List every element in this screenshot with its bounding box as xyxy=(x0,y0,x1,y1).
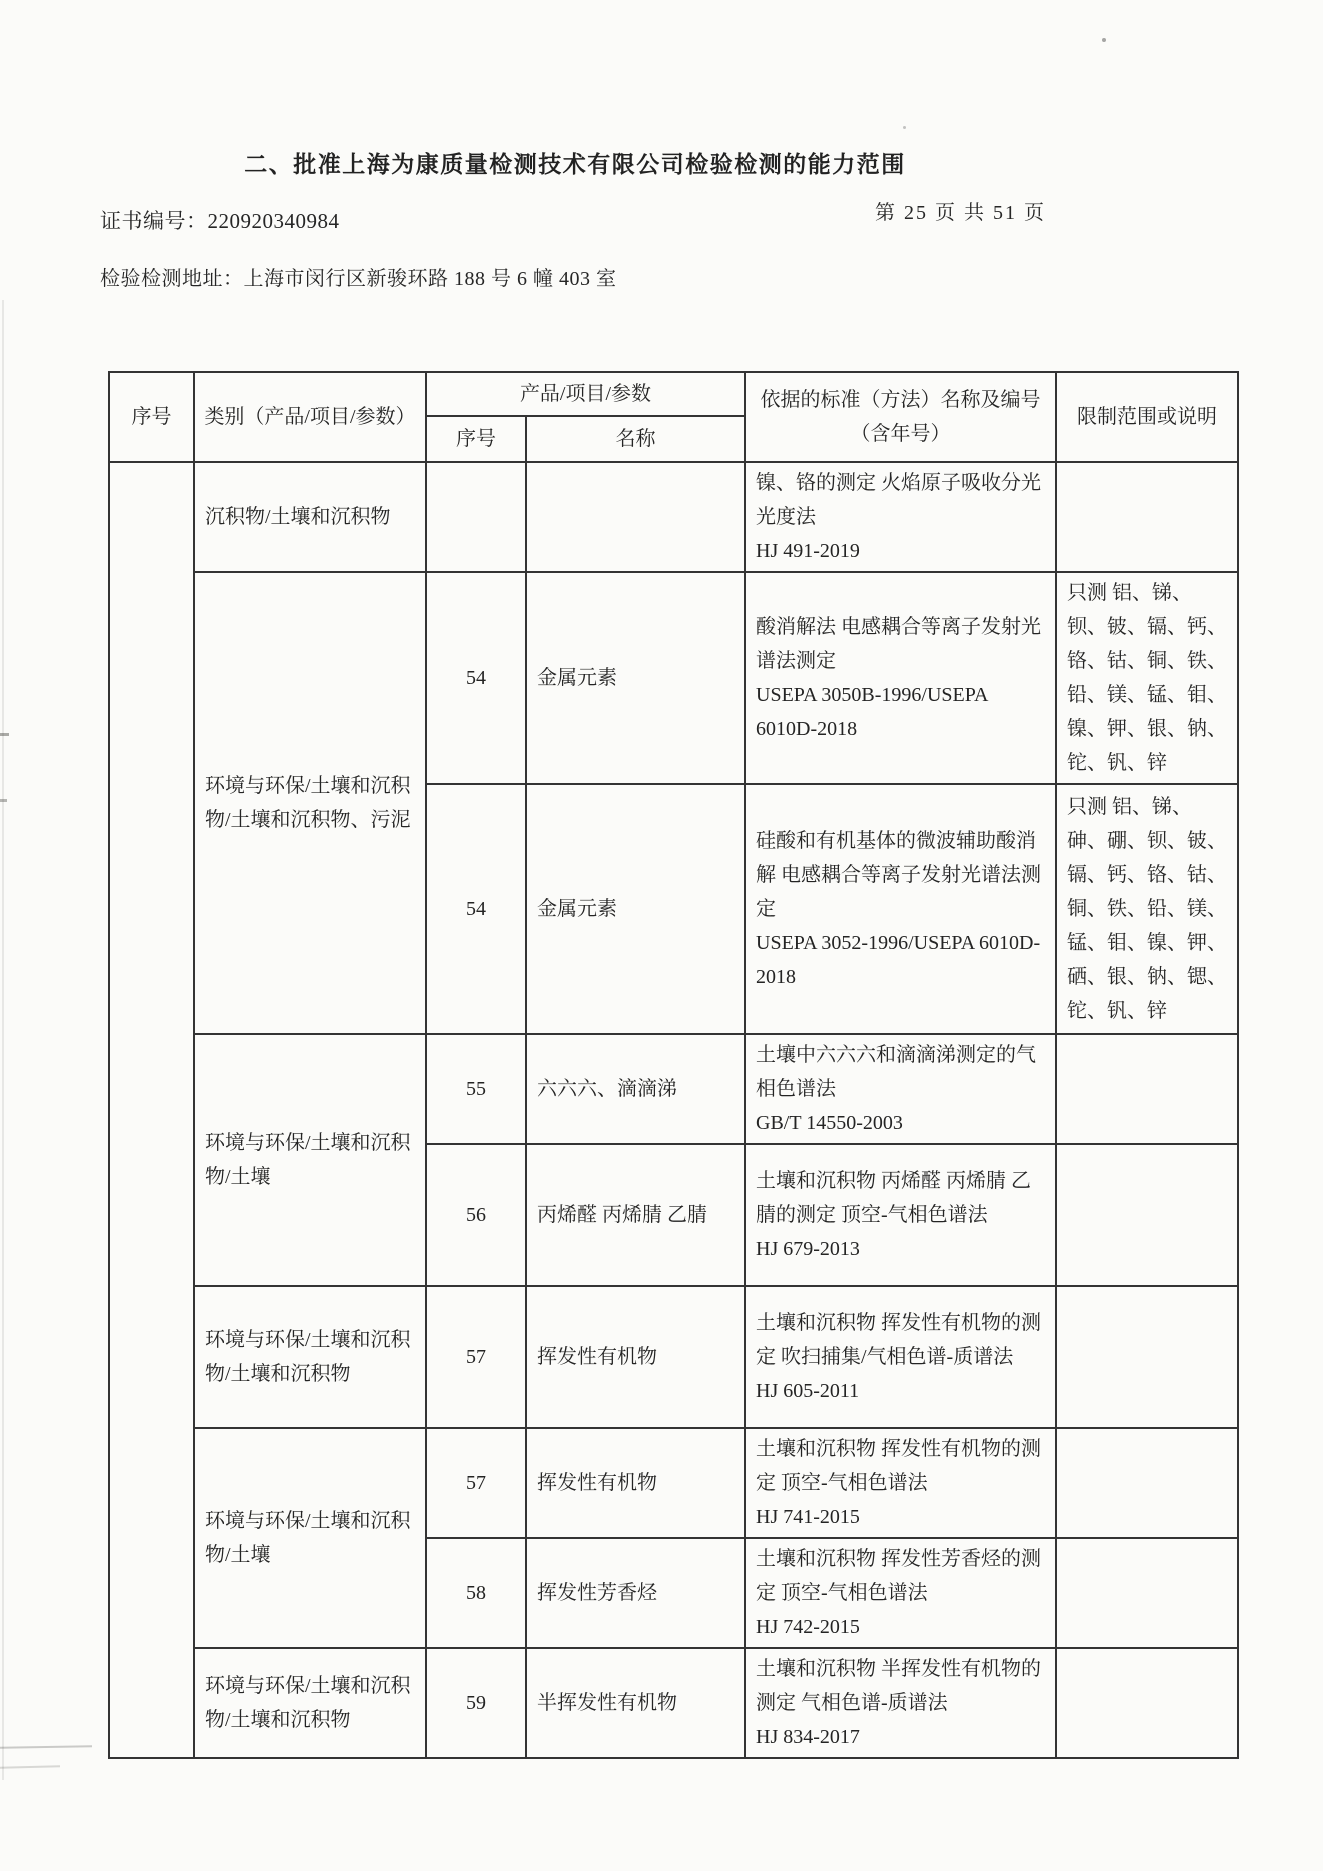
header-standard: 依据的标准（方法）名称及编号（含年号） xyxy=(745,372,1056,462)
standard-code-text: HJ 742-2015 xyxy=(756,1616,860,1638)
standard-cell xyxy=(745,462,1056,572)
standard-code-text: HJ 741-2015 xyxy=(756,1506,860,1528)
item-seq-cell: 55 xyxy=(426,1034,526,1144)
item-name-cell: 金属元素 xyxy=(526,784,745,1034)
certificate-number-line xyxy=(100,205,340,235)
scan-line-artifact xyxy=(0,1765,60,1769)
standard-cell xyxy=(745,572,1056,784)
table-header xyxy=(109,372,1238,462)
scan-speck-artifact xyxy=(903,126,906,129)
row-seq-cell xyxy=(109,462,194,1758)
limit-cell xyxy=(1056,1286,1238,1428)
standard-method-text: 土壤和沉积物 半挥发性有机物的测定 气相色谱-质谱法 xyxy=(756,1658,1041,1714)
capability-table xyxy=(108,371,1239,1759)
standard-cell xyxy=(745,1428,1056,1538)
standard-cell xyxy=(745,1538,1056,1648)
item-name-cell: 金属元素 xyxy=(526,572,745,784)
limit-cell xyxy=(1056,1034,1238,1144)
category-cell: 沉积物/土壤和沉积物 xyxy=(194,462,426,572)
table-row xyxy=(109,1286,1238,1428)
standard-code-text: USEPA 3052-1996/USEPA 6010D-2018 xyxy=(756,932,1041,988)
page-indicator: 第 25 页 共 51 页 xyxy=(875,202,1046,224)
table-row xyxy=(109,1034,1238,1144)
item-seq-cell: 56 xyxy=(426,1144,526,1286)
standard-method-text: 土壤中六六六和滴滴涕测定的气相色谱法 xyxy=(756,1044,1036,1100)
standard-method-text: 土壤和沉积物 丙烯醛 丙烯腈 乙腈的测定 顶空-气相色谱法 xyxy=(756,1170,1031,1226)
standard-method-text: 镍、铬的测定 火焰原子吸收分光光度法 xyxy=(756,472,1041,528)
page-title: 二、批准上海为康质量检测技术有限公司检验检测的能力范围 xyxy=(244,152,906,177)
scan-speck-artifact xyxy=(1102,38,1106,42)
standard-method-text: 酸消解法 电感耦合等离子发射光谱法测定 xyxy=(756,616,1041,672)
scan-edge-artifact xyxy=(2,300,4,1780)
header-seq: 序号 xyxy=(109,372,194,462)
standard-method-text: 土壤和沉积物 挥发性芳香烃的测定 顶空-气相色谱法 xyxy=(756,1548,1041,1604)
standard-code-text: HJ 605-2011 xyxy=(756,1380,860,1402)
standard-cell xyxy=(745,1034,1056,1144)
category-cell: 环境与环保/土壤和沉积物/土壤和沉积物 xyxy=(194,1648,426,1758)
standard-cell xyxy=(745,784,1056,1034)
scan-tick-artifact xyxy=(0,799,7,802)
table-row xyxy=(109,462,1238,572)
header-product-group: 产品/项目/参数 xyxy=(426,372,745,416)
item-seq-cell: 57 xyxy=(426,1286,526,1428)
scan-line-artifact xyxy=(0,1745,92,1749)
item-name-cell: 挥发性有机物 xyxy=(526,1286,745,1428)
header-sub-name: 名称 xyxy=(526,416,745,462)
limit-cell xyxy=(1056,1538,1238,1648)
item-name-cell: 挥发性芳香烃 xyxy=(526,1538,745,1648)
limit-cell xyxy=(1056,1428,1238,1538)
standard-method-text: 土壤和沉积物 挥发性有机物的测定 顶空-气相色谱法 xyxy=(756,1438,1041,1494)
table-row xyxy=(109,572,1238,784)
limit-cell: 只测 铝、锑、砷、硼、钡、铍、镉、钙、铬、钴、铜、铁、铅、镁、锰、钼、镍、钾、硒、银、钠、锶、铊、钒、锌 xyxy=(1056,784,1238,1034)
standard-code-text: USEPA 3050B-1996/USEPA 6010D-2018 xyxy=(756,684,988,740)
category-cell: 环境与环保/土壤和沉积物/土壤和沉积物、污泥 xyxy=(194,572,426,1034)
item-seq-cell: 54 xyxy=(426,572,526,784)
item-name-cell: 半挥发性有机物 xyxy=(526,1648,745,1758)
item-name-cell: 挥发性有机物 xyxy=(526,1428,745,1538)
scan-tick-artifact xyxy=(0,733,9,736)
address-line xyxy=(100,262,617,291)
standard-code-text: HJ 491-2019 xyxy=(756,540,860,562)
table-row xyxy=(109,1428,1238,1538)
item-seq-cell: 58 xyxy=(426,1538,526,1648)
standard-method-text: 硅酸和有机基体的微波辅助酸消解 电感耦合等离子发射光谱法测定 xyxy=(756,830,1041,920)
category-cell: 环境与环保/土壤和沉积物/土壤 xyxy=(194,1034,426,1286)
category-cell: 环境与环保/土壤和沉积物/土壤 xyxy=(194,1428,426,1648)
item-name-cell xyxy=(526,462,745,572)
item-name-cell: 六六六、滴滴涕 xyxy=(526,1034,745,1144)
item-seq-cell: 57 xyxy=(426,1428,526,1538)
standard-cell xyxy=(745,1144,1056,1286)
limit-cell: 只测 铝、锑、钡、铍、镉、钙、铬、钴、铜、铁、铅、镁、锰、钼、镍、钾、银、钠、铊、钒、锌 xyxy=(1056,572,1238,784)
certificate-number-value: 220920340984 xyxy=(207,209,340,233)
table-body xyxy=(109,462,1238,1758)
address-label: 检验检测地址： xyxy=(100,268,244,290)
limit-cell xyxy=(1056,1144,1238,1286)
standard-cell xyxy=(745,1286,1056,1428)
item-seq-cell: 54 xyxy=(426,784,526,1034)
standard-code-text: GB/T 14550-2003 xyxy=(756,1112,903,1134)
limit-cell xyxy=(1056,1648,1238,1758)
certificate-number-label: 证书编号： xyxy=(100,209,208,233)
category-cell: 环境与环保/土壤和沉积物/土壤和沉积物 xyxy=(194,1286,426,1428)
standard-code-text: HJ 679-2013 xyxy=(756,1238,860,1260)
standard-code-text: HJ 834-2017 xyxy=(756,1726,860,1748)
limit-cell xyxy=(1056,462,1238,572)
address-value: 上海市闵行区新骏环路 188 号 6 幢 403 室 xyxy=(243,268,617,290)
item-seq-cell xyxy=(426,462,526,572)
item-seq-cell: 59 xyxy=(426,1648,526,1758)
item-name-cell: 丙烯醛 丙烯腈 乙腈 xyxy=(526,1144,745,1286)
table-row xyxy=(109,1648,1238,1758)
header-category: 类别（产品/项目/参数） xyxy=(194,372,426,462)
standard-method-text: 土壤和沉积物 挥发性有机物的测定 吹扫捕集/气相色谱-质谱法 xyxy=(756,1312,1041,1368)
standard-cell xyxy=(745,1648,1056,1758)
header-limit: 限制范围或说明 xyxy=(1056,372,1238,462)
header-sub-seq: 序号 xyxy=(426,416,526,462)
